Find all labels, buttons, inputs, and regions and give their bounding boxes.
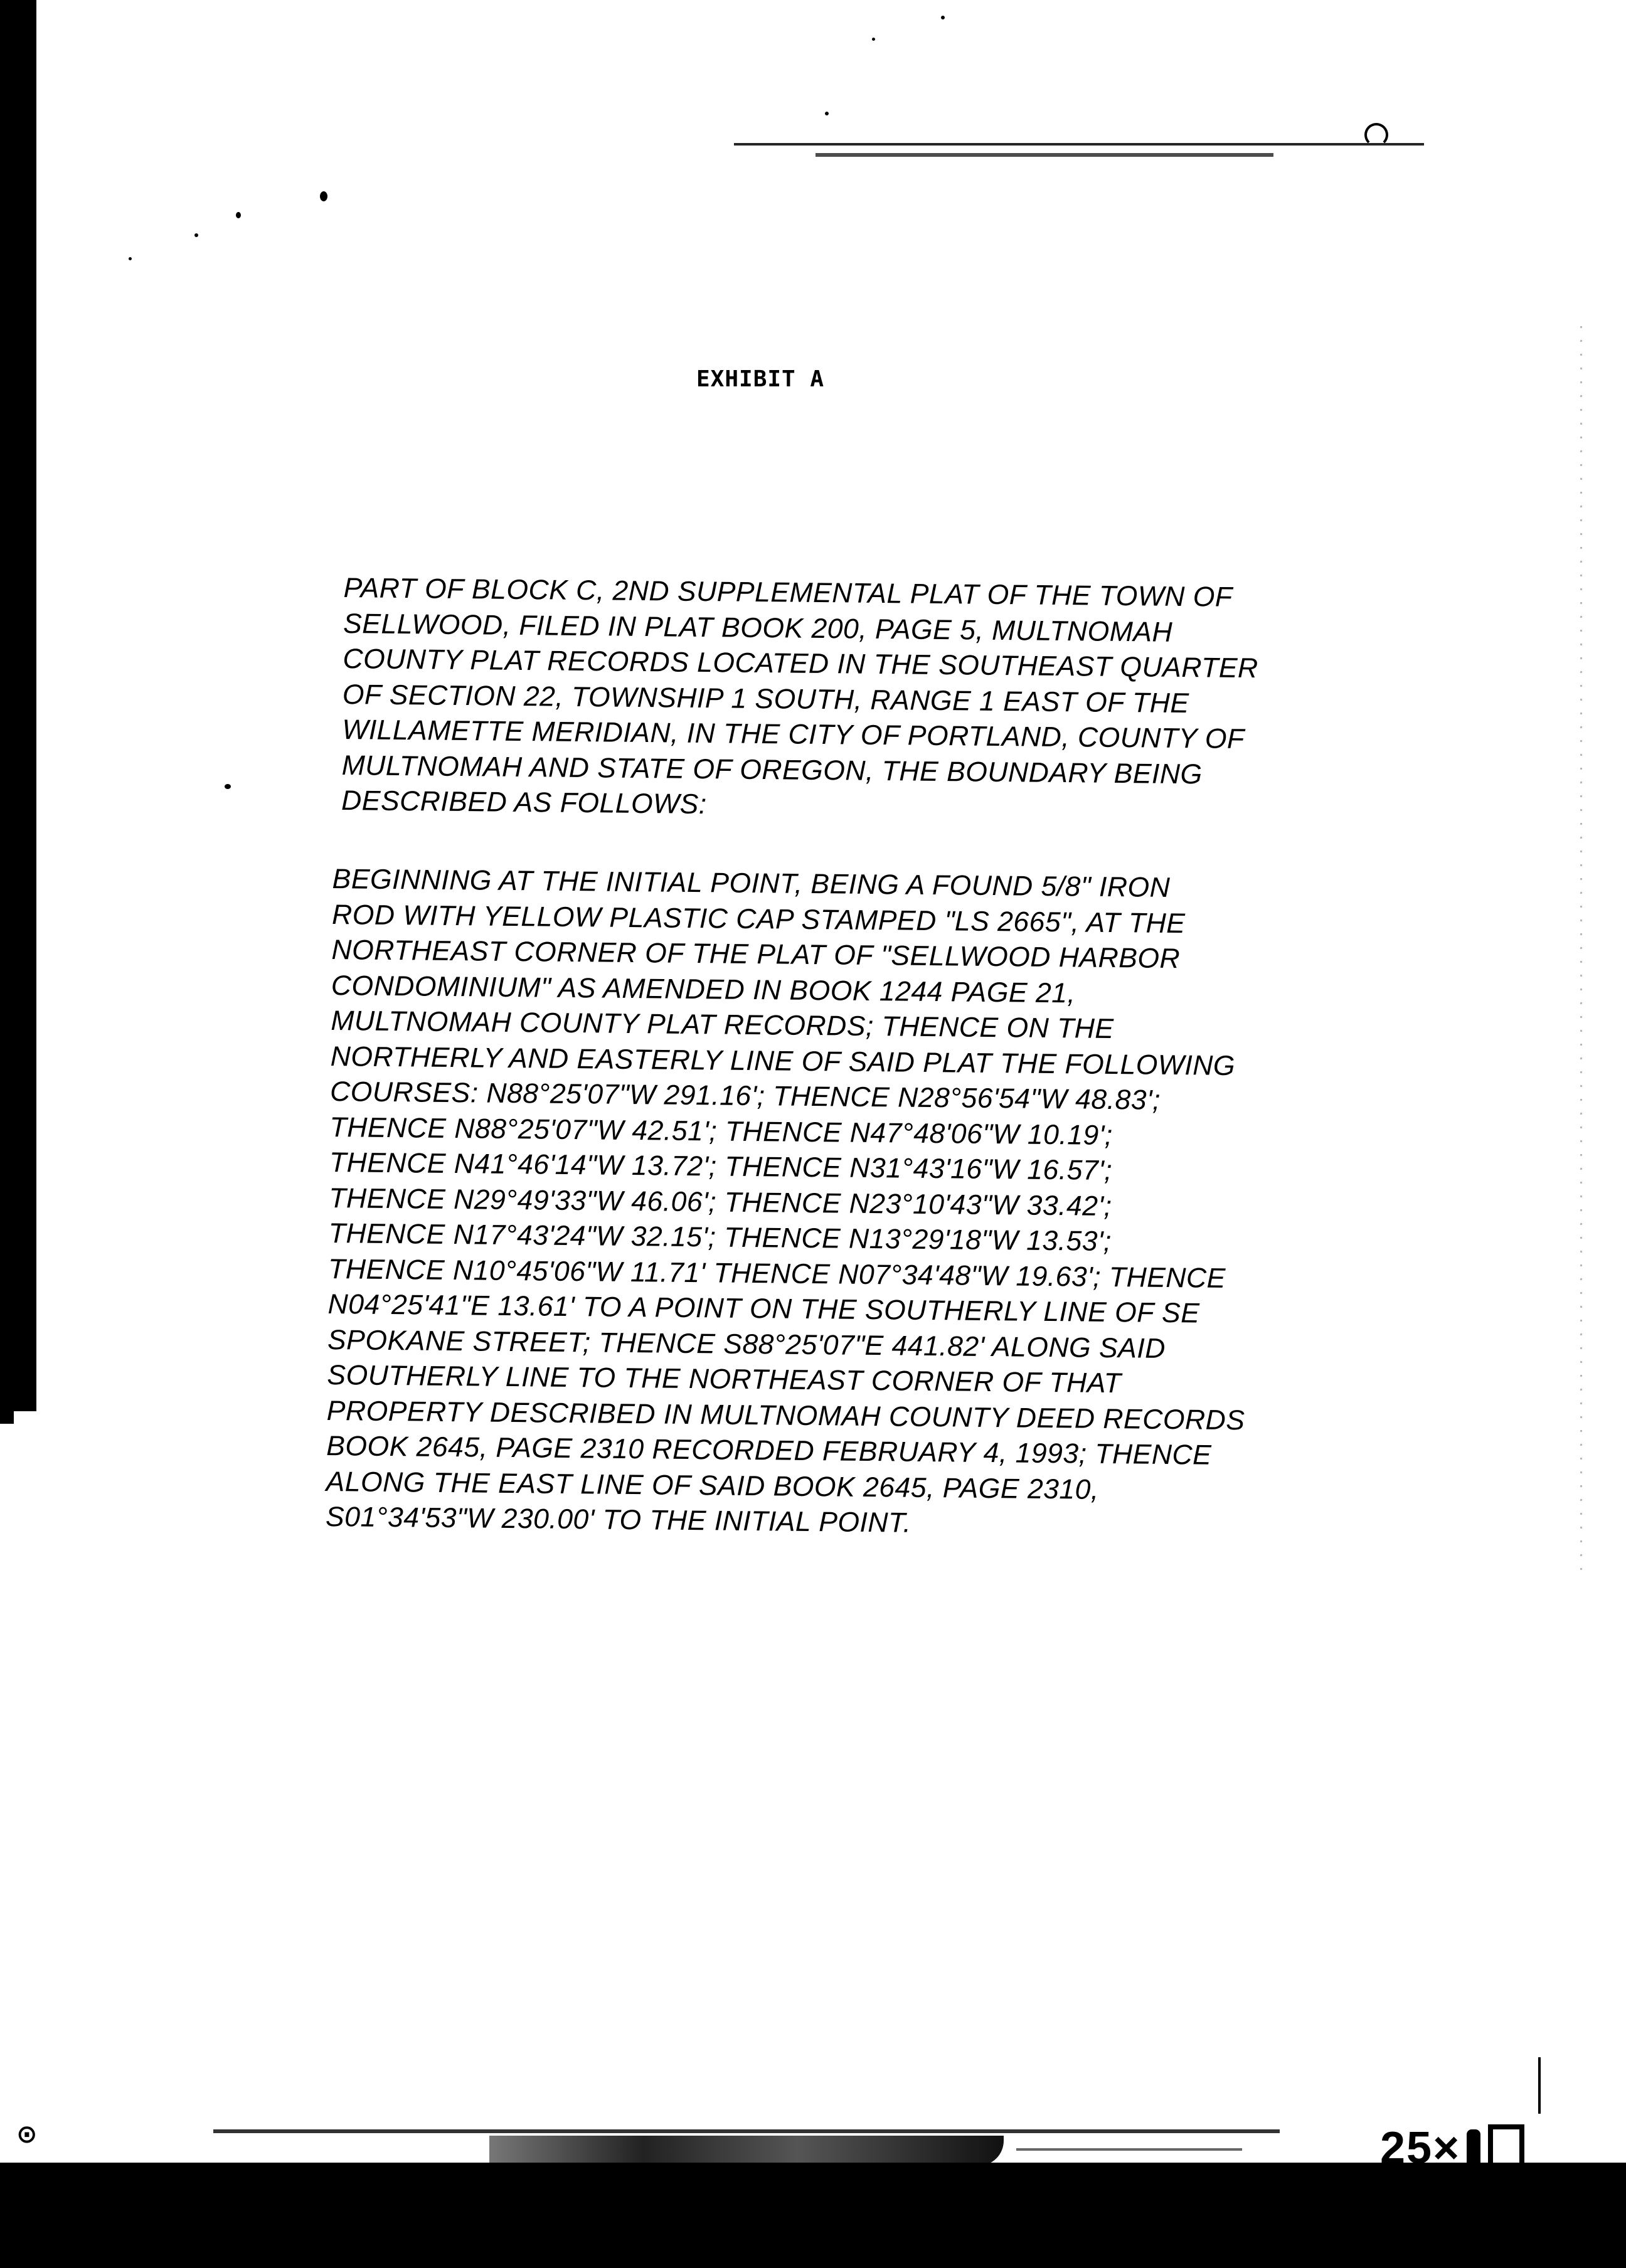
text-line: NORTHERLY AND EASTERLY LINE OF SAID PLAT THE FOLLOWING — [330, 1041, 1236, 1081]
text-line: ROD WITH YELLOW PLASTIC CAP STAMPED "LS 2665", AT THE — [331, 899, 1186, 939]
legal-description-courses — [326, 862, 1251, 1545]
scan-speck — [236, 212, 241, 218]
text-line: SOUTHERLY LINE TO THE NORTHEAST CORNER OF THAT — [327, 1359, 1122, 1399]
text-line: MULTNOMAH AND STATE OF OREGON, THE BOUNDARY BEING — [341, 750, 1203, 790]
scan-left-edge-tail — [0, 1411, 14, 1424]
page-stamp-text: 25× — [1380, 2123, 1461, 2173]
text-line: PROPERTY DESCRIBED IN MULTNOMAH COUNTY DEED RECORDS — [326, 1395, 1245, 1436]
scan-top-line — [734, 143, 1424, 146]
text-line: COUNTY PLAT RECORDS LOCATED IN THE SOUTHEAST QUARTER — [343, 643, 1258, 684]
stamp-bar-mark — [1467, 2129, 1480, 2167]
scan-top-line-secondary — [816, 153, 1273, 157]
text-line: THENCE N29°49'33"W 46.06'; THENCE N23°10'43"W 33.42'; — [329, 1182, 1112, 1222]
scan-top-mark — [1364, 123, 1388, 147]
text-line: DESCRIBED AS FOLLOWS: — [341, 785, 707, 820]
scan-speck — [825, 112, 829, 115]
text-line: THENCE N17°43'24"W 32.15'; THENCE N13°29'18"W 13.53'; — [328, 1217, 1112, 1258]
scan-speck — [194, 233, 198, 237]
scan-bottom-smear — [489, 2136, 1004, 2166]
text-line: MULTNOMAH COUNTY PLAT RECORDS; THENCE ON THE — [331, 1005, 1114, 1045]
text-line: THENCE N41°46'14"W 13.72'; THENCE N31°43'16"W 16.57'; — [329, 1147, 1113, 1187]
text-line: SPOKANE STREET; THENCE S88°25'07"E 441.82' ALONG SAID — [327, 1324, 1166, 1364]
text-line: S01°34'53"W 230.00' TO THE INITIAL POINT. — [325, 1501, 911, 1539]
text-line: OF SECTION 22, TOWNSHIP 1 SOUTH, RANGE 1 EAST OF THE — [342, 679, 1189, 719]
page-stamp — [1380, 2122, 1524, 2174]
scan-speck — [941, 16, 945, 19]
text-line: NORTHEAST CORNER OF THE PLAT OF "SELLWOOD HARBOR — [331, 934, 1181, 975]
scan-vertical-tick — [1538, 2057, 1541, 2114]
scan-bottom-band — [0, 2163, 1626, 2268]
text-line: ALONG THE EAST LINE OF SAID BOOK 2645, PAGE 2310, — [326, 1466, 1100, 1505]
text-line: THENCE N88°25'07"W 42.51'; THENCE N47°48'06"W 10.19'; — [329, 1111, 1113, 1151]
text-line: THENCE N10°45'06"W 11.71' THENCE N07°34'48"W 19.63'; THENCE — [327, 1253, 1226, 1294]
scan-bottom-line-secondary — [1016, 2148, 1242, 2151]
scan-speck — [225, 784, 231, 789]
text-line: COURSES: N88°25'07"W 291.16'; THENCE N28°56'54"W 48.83'; — [329, 1076, 1161, 1116]
text-line: PART OF BLOCK C, 2ND SUPPLEMENTAL PLAT OF THE TOWN OF — [343, 572, 1233, 613]
text-line: BOOK 2645, PAGE 2310 RECORDED FEBRUARY 4, 1993; THENCE — [326, 1430, 1212, 1471]
text-line: CONDOMINIUM" AS AMENDED IN BOOK 1244 PAGE 21, — [331, 970, 1076, 1009]
scan-speck — [129, 257, 132, 260]
scan-speck — [872, 38, 875, 41]
scan-left-edge — [0, 0, 36, 1411]
text-line: SELLWOOD, FILED IN PLAT BOOK 200, PAGE 5, MULTNOMAH — [343, 608, 1173, 648]
scan-corner-glyph: ⊙ — [16, 2120, 38, 2149]
text-line: WILLAMETTE MERIDIAN, IN THE CITY OF PORTLAND, COUNTY OF — [342, 714, 1245, 755]
scan-bottom-line — [213, 2129, 1280, 2133]
stamp-box-mark — [1488, 2124, 1524, 2172]
page-title: EXHIBIT A — [696, 366, 825, 392]
text-line: BEGINNING AT THE INITIAL POINT, BEING A FOUND 5/8" IRON — [332, 863, 1171, 903]
legal-description-intro — [341, 571, 1259, 829]
scan-right-dots — [1580, 326, 1582, 1581]
scan-speck — [320, 191, 327, 201]
text-line: N04°25'41"E 13.61' TO A POINT ON THE SOUTHERLY LINE OF SE — [327, 1288, 1200, 1329]
